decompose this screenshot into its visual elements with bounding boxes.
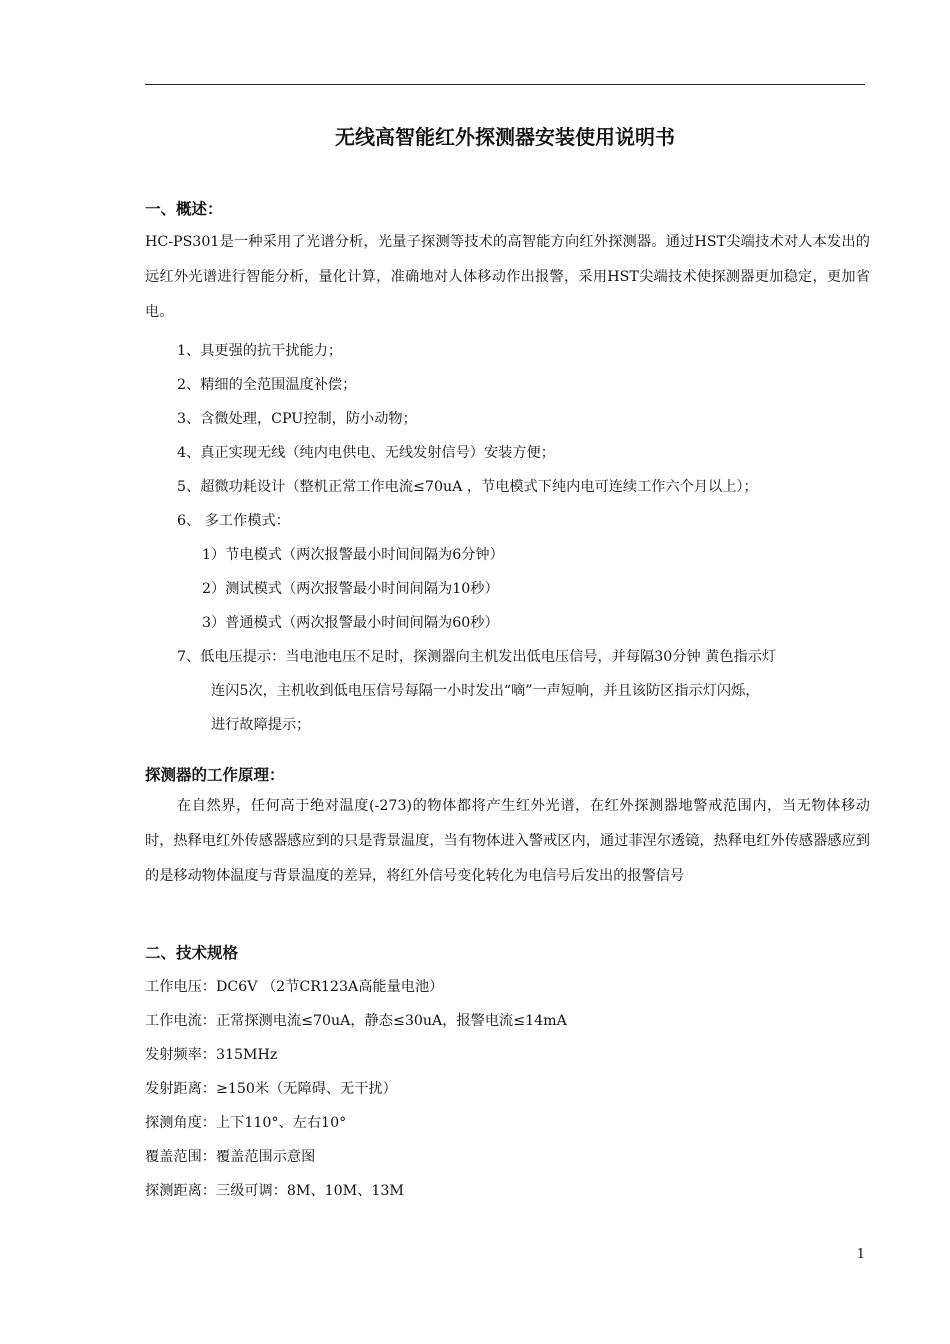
feature-item: 5、超微功耗设计（整机正常工作电流≤70uA ，节电模式下纯内电可连续工作六个月以上）； <box>177 479 758 495</box>
spec-item: 工作电流：正常探测电流≤70uA，静态≤30uA，报警电流≤14mA <box>145 1013 567 1029</box>
spec-item: 工作电压：DC6V （2节CR123A高能量电池） <box>145 979 444 995</box>
overview-heading: 一、概述： <box>145 200 223 218</box>
feature-item: 6、 多工作模式： <box>177 513 290 529</box>
spec-list <box>145 970 870 1208</box>
spec-item: 探测距离：三级可调：8M、10M、13M <box>145 1183 404 1199</box>
principle-text: 在自然界，任何高于绝对温度(-273)的物体都将产生红外光谱，在红外探测器地警戒范围内，当无物体移动时，热释电红外传感器感应到的只是背景温度，当有物体进入警戒区内，通过菲涅尔透镜，热释电红外传感器感应到的是移动物体温度与背景温度的差异，将红外信号变化转化为电信号后发出的报警信号 <box>145 798 870 884</box>
low-voltage-line: 连闪5次，主机收到低电压信号每隔一小时发出“嘀”一声短响，并且该防区指示灯闪烁， <box>211 683 760 699</box>
specs-heading-block <box>145 942 870 964</box>
principle-heading-block <box>145 764 870 786</box>
mode-item: 3）普通模式（两次报警最小时间间隔为60秒） <box>202 615 499 631</box>
specs-heading: 二、技术规格 <box>145 944 239 962</box>
spec-item: 发射频率：315MHz <box>145 1047 278 1063</box>
spec-item: 覆盖范围：覆盖范围示意图 <box>145 1149 316 1165</box>
mode-item: 1）节电模式（两次报警最小时间间隔为6分钟） <box>202 547 504 563</box>
low-voltage-line: 进行故障提示； <box>211 717 311 733</box>
principle-heading: 探测器的工作原理： <box>145 766 285 784</box>
overview-heading-block <box>145 198 870 220</box>
spec-item: 探测角度：上下110°、左右10° <box>145 1115 347 1131</box>
document-title: 无线高智能红外探测器安装使用说明书 <box>335 125 675 149</box>
feature-list <box>145 334 870 742</box>
mode-item: 2）测试模式（两次报警最小时间间隔为10秒） <box>202 581 499 597</box>
header-rule <box>145 84 865 85</box>
feature-item: 3、含微处理，CPU控制，防小动物； <box>177 411 417 427</box>
overview-intro: HC-PS301是一种采用了光谱分析，光量子探测等技术的高智能方向红外探测器。通过HST尖端技术对人本发出的远红外光谱进行智能分析，量化计算，准确地对人体移动作出报警，采用HST尖端技术使探测器更加稳定，更加省电。 <box>145 234 870 320</box>
feature-item: 2、精细的全范围温度补偿； <box>177 377 357 393</box>
page-number: 1 <box>856 1247 865 1262</box>
feature-item: 4、真正实现无线（纯内电供电、无线发射信号）安装方便； <box>177 445 555 461</box>
low-voltage-line: 7、低电压提示：当电池电压不足时，探测器向主机发出低电压信号，并每隔30分钟 黄色指示灯 <box>177 649 777 665</box>
spec-item: 发射距离：≥150米（无障碍、无干扰） <box>145 1081 397 1097</box>
feature-item: 1、具更强的抗干扰能力； <box>177 343 343 359</box>
